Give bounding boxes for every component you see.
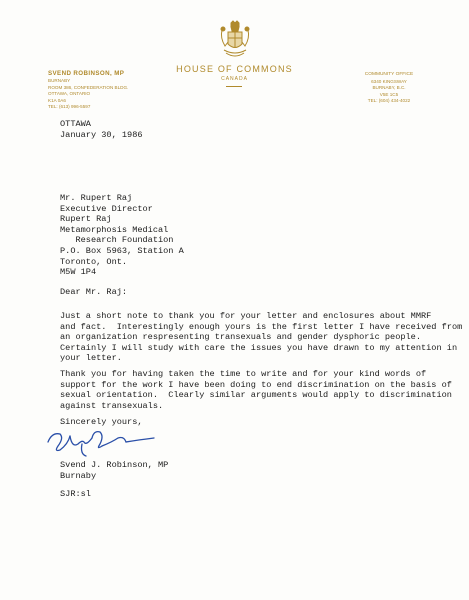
body-paragraph-2 (60, 369, 452, 411)
recipient-line: Mr. Rupert Raj (60, 193, 133, 203)
place-and-date (60, 119, 143, 140)
letterhead-divider (226, 86, 242, 87)
recipient-line: Rupert Raj (60, 214, 112, 225)
body-line: against transexuals. (60, 400, 164, 411)
community-address-line: V5E 1C5 (379, 91, 399, 97)
recipient-line: Metamorphosis Medical (60, 224, 169, 235)
community-address-line: 6340 KINGSWAY (371, 78, 407, 84)
body-line: Certainly I will study with care the issues you have drawn to my attention in (60, 342, 458, 353)
mp-address-line: ROOM 386, CONFEDERATION BLDG. (48, 84, 129, 90)
coat-of-arms-icon (218, 20, 252, 60)
body-line: and fact. Interestingly enough yours is the first letter I have received from (60, 321, 463, 332)
community-office-address (355, 72, 423, 105)
recipient-address (60, 193, 184, 278)
place: OTTAWA (60, 119, 91, 129)
date: January 30, 1986 (60, 129, 143, 140)
signer-name: Svend J. Robinson, MP (60, 460, 169, 470)
signer-block (60, 460, 168, 481)
mp-address-line: TEL: (613) 996-5597 (48, 104, 91, 110)
recipient-line: Executive Director (60, 203, 153, 214)
country-name: CANADA (221, 76, 248, 82)
recipient-line: M5W 1P4 (60, 267, 97, 278)
signer-riding: Burnaby (60, 470, 97, 481)
body-line: Thank you for having taken the time to write and for your kind words of (60, 369, 427, 379)
mp-address-line: K1A 0A6 (48, 97, 66, 103)
recipient-line: Toronto, Ont. (60, 256, 128, 267)
closing: Sincerely yours, (60, 417, 143, 427)
mp-address-line: BURNABY (48, 78, 71, 83)
mp-name: SVEND ROBINSON, MP (48, 70, 125, 77)
recipient-line: Research Foundation (60, 235, 174, 246)
salutation: Dear Mr. Raj: (60, 287, 128, 297)
body-paragraph-1 (60, 311, 462, 364)
reference-initials: SJR:sl (60, 489, 91, 499)
community-address-line: BURNABY, B.C. (372, 85, 406, 91)
recipient-line: P.O. Box 5963, Station A (60, 245, 184, 256)
body-line: support for the work I have been doing to end discrimination on the basis of (60, 379, 452, 390)
body-line: Just a short note to thank you for your letter and enclosures about MMRF (60, 311, 432, 321)
institution-name: HOUSE OF COMMONS (176, 64, 293, 74)
mp-address-line: OTTAWA, ONTARIO (48, 91, 91, 97)
mp-ottawa-address (48, 70, 128, 111)
body-line: your letter. (60, 353, 122, 364)
community-office-title: COMMUNITY OFFICE (364, 72, 414, 77)
body-line: an organization respresenting transexuals and gender dysphoric people. (60, 332, 421, 343)
body-line: sexual orientation. Clearly similar arguments would apply to discrimination (60, 390, 452, 401)
community-address-line: TEL: (604) 434-4022 (367, 98, 411, 104)
handwritten-signature (42, 420, 162, 460)
